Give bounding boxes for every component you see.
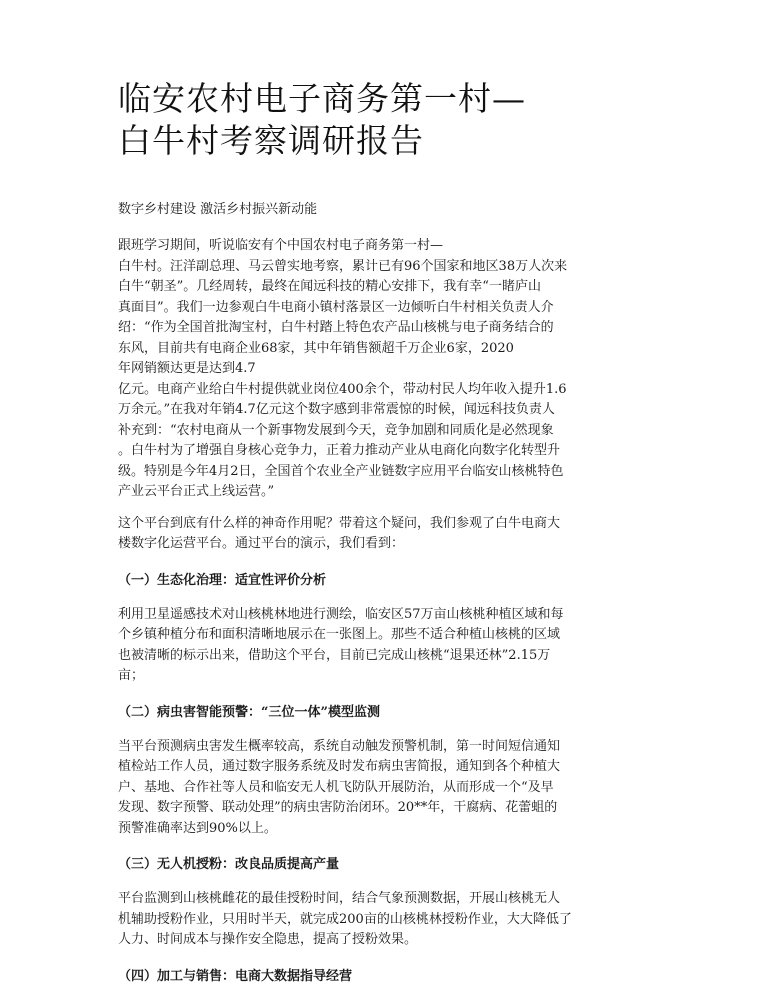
text-line: 人力、时间成本与操作安全隐患，提高了授粉效果。 xyxy=(118,932,418,947)
text-line: 跟班学习期间，听说临安有个中国农村电子商务第一村— xyxy=(118,238,444,253)
section-paragraph-3 xyxy=(118,889,658,951)
section-heading-4: （四）加工与销售：电商大数据指导经营 xyxy=(118,968,353,984)
text-line: 植检站工作人员，通过数字服务系统及时发布病虫害简报，通知到各个种植大 xyxy=(118,759,561,774)
text-line: 白牛“朝圣”。几经周转，最终在闻远科技的精心安排下，我有幸“一睹庐山 xyxy=(118,279,541,294)
text-line: 亿元。电商产业给白牛村提供就业岗位400余个，带动村民人均年收入提升1.6 xyxy=(118,381,567,397)
section-paragraph-1 xyxy=(118,605,658,687)
text-line: 年网销额达更是达到4.7 xyxy=(118,361,256,376)
text-line: 也被清晰的标示出来，借助这个平台，目前已完成山核桃“退果还林”2.15万 xyxy=(118,647,551,663)
text-line: 真面目”。我们一边参观白牛电商小镇村落景区一边倾听白牛村相关负责人介 xyxy=(118,299,554,315)
title-line-2: 白牛村考察调研报告 xyxy=(118,121,424,160)
text-line: 东风，目前共有电商企业68家，其中年销售额超千万企业6家，2020 xyxy=(118,340,514,356)
text-line: 级。特别是今年4月2日，全国首个农业全产业链数字应用平台临安山核桃特色 xyxy=(118,463,564,479)
document-body xyxy=(118,78,658,1001)
text-line: 。白牛村为了增强自身核心竞争力，正着力推动产业从电商化向数字化转型升 xyxy=(118,443,561,458)
section-heading-3: （三）无人机授粉：改良品质提高产量 xyxy=(118,857,340,872)
text-line: 个乡镇种植分布和面积清晰地展示在一张图上。那些不适合种植山核桃的区域 xyxy=(118,627,561,642)
text-line: 发现、数字预警、联动处理”的病虫害防治闭环。20**年，干腐病、花蕾蛆的 xyxy=(118,800,558,815)
text-line: 平台监测到山核桃雌花的最佳授粉时间，结合气象预测数据，开展山核桃无人 xyxy=(118,891,561,906)
title-line-1: 临安农村电子商务第一村— xyxy=(118,79,526,118)
section-paragraph-2 xyxy=(118,737,658,840)
intro-paragraph xyxy=(118,236,658,503)
text-line: 白牛村。汪洋副总理、马云曾实地考察，累计已有96个国家和地区38万人次来 xyxy=(118,258,568,274)
platform-paragraph xyxy=(118,514,658,555)
section-heading-2: （二）病虫害智能预警：“三位一体”模型监测 xyxy=(118,704,380,720)
text-line: 万余元。”在我对年销4.7亿元这个数字感到非常震惊的时候，闻远科技负责人 xyxy=(118,402,555,417)
text-line: 机辅助授粉作业，只用时半天，就完成200亩的山核桃林授粉作业，大大降低了 xyxy=(118,911,572,927)
text-line: 补充到：“农村电商从一个新事物发展到今天，竞争加剧和同质化是必然现象 xyxy=(118,422,554,438)
subtitle: 数字乡村建设 激活乡村振兴新动能 xyxy=(118,202,318,217)
text-line: 户、基地、合作社等人员和临安无人机飞防队开展防治，从而形成一个“及早 xyxy=(118,779,554,795)
text-line: 预警准确率达到90%以上。 xyxy=(118,820,277,836)
text-line: 亩； xyxy=(118,668,145,683)
text-line: 当平台预测病虫害发生概率较高，系统自动触发预警机制，第一时间短信通知 xyxy=(118,738,561,754)
text-line: 这个平台到底有什么样的神奇作用呢？带着这个疑问，我们参观了白牛电商大 xyxy=(118,515,561,531)
text-line: 利用卫星遥感技术对山核桃林地进行测绘，临安区57万亩山核桃种植区域和每 xyxy=(118,606,564,622)
page-title xyxy=(118,78,658,162)
text-line: 楼数字化运营平台。通过平台的演示，我们看到： xyxy=(118,536,405,551)
section-heading-1: （一）生态化治理：适宜性评价分析 xyxy=(118,572,327,588)
text-line: 绍：“作为全国首批淘宝村，白牛村踏上特色农产品山核桃与电子商务结合的 xyxy=(118,320,554,335)
text-line: 产业云平台正式上线运营。” xyxy=(118,484,275,499)
